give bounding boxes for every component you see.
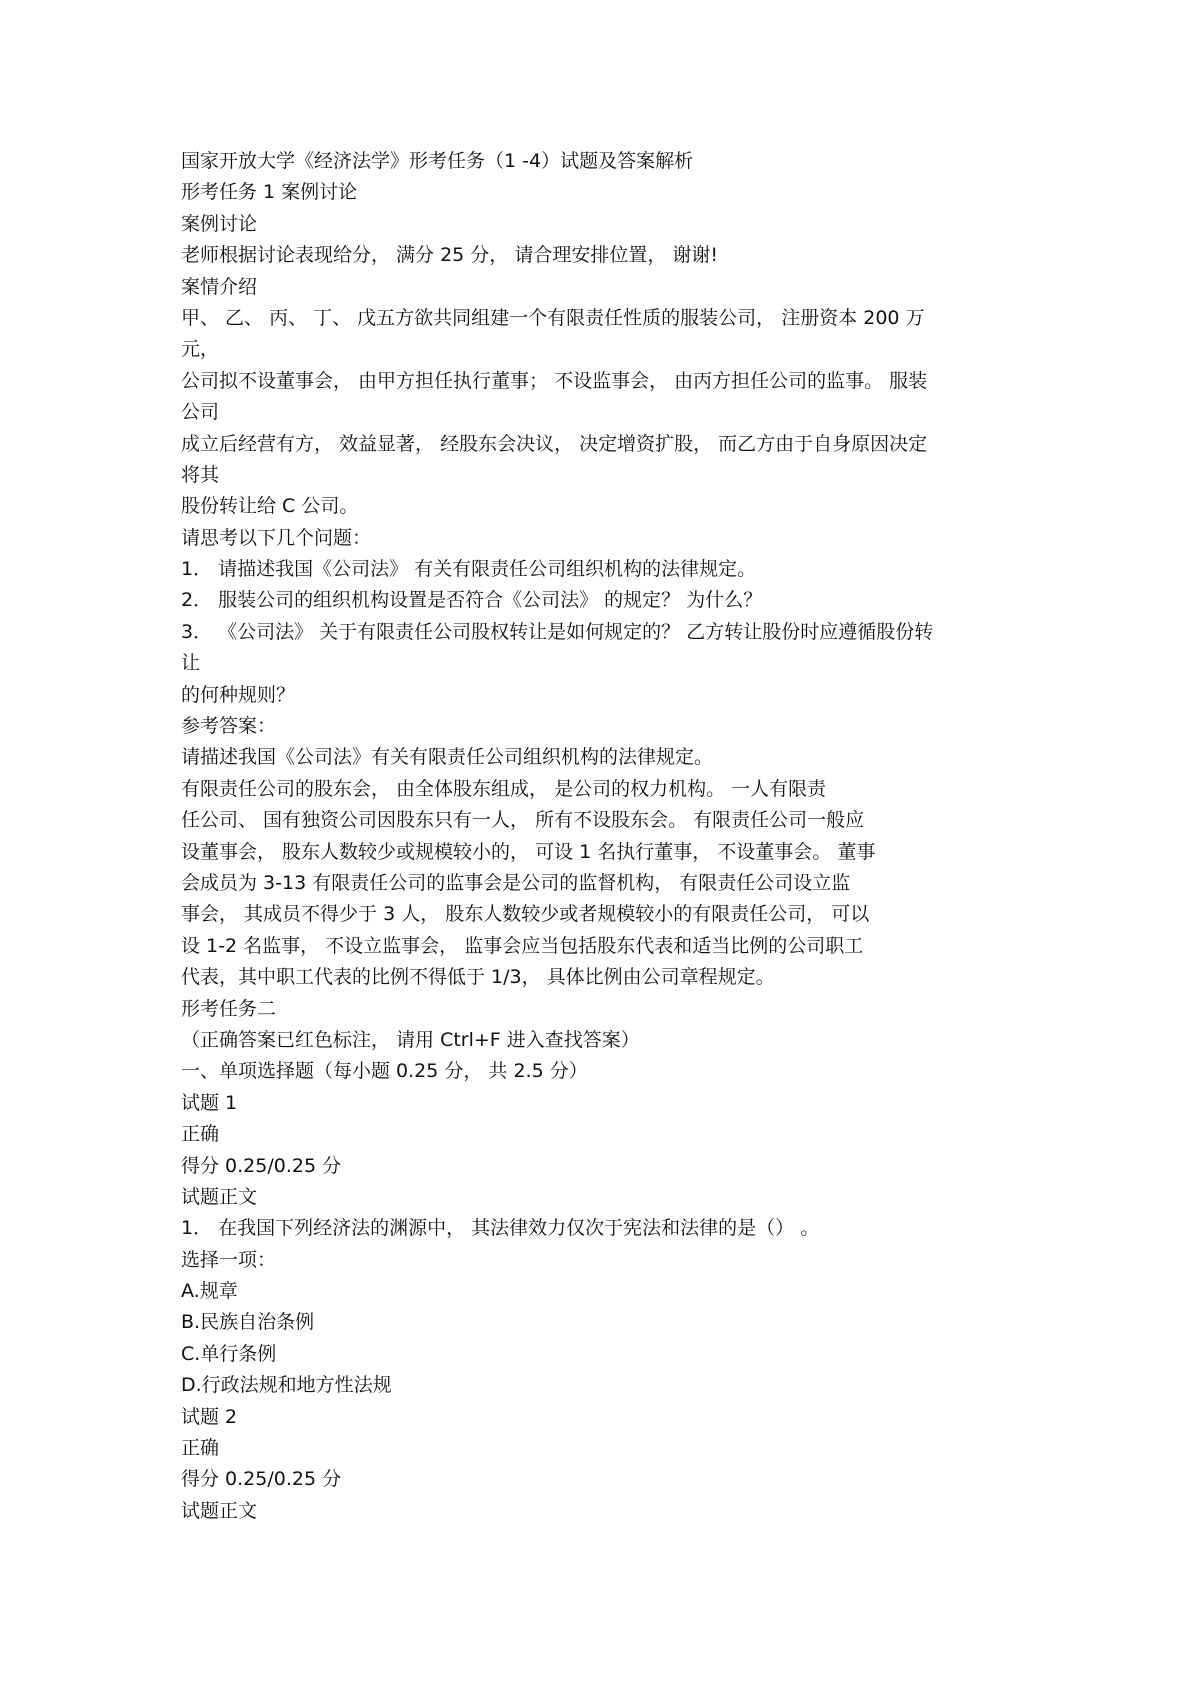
document-page: [181, 146, 1031, 1527]
text-line: 代表，其中职工代表的比例不得低于 1/3， 具体比例由公司章程规定。: [181, 966, 775, 989]
text-line: 将其: [181, 463, 220, 486]
section-heading: 形考任务 1 案例讨论: [181, 181, 358, 204]
text-line: 的何种规则？: [181, 683, 296, 706]
status-text: 正确: [181, 1123, 220, 1146]
text-line: 请思考以下几个问题：: [181, 526, 372, 549]
subheading: 一、单项选择题（每小题 0.25 分， 共 2.5 分）: [181, 1060, 588, 1083]
score-text: 得分 0.25/0.25 分: [181, 1468, 342, 1491]
text-line: 元，: [181, 338, 220, 361]
text-line: 甲、 乙、 丙、 丁、 戊五方欲共同组建一个有限责任性质的服装公司， 注册资本 200 万: [181, 306, 925, 329]
text-line: 有限责任公司的股东会， 由全体股东组成， 是公司的权力机构。 一人有限责: [181, 777, 827, 800]
text-line: 选择一项：: [181, 1248, 277, 1271]
document-title: 国家开放大学《经济法学》形考任务（1 -4）试题及答案解析: [181, 150, 694, 172]
text-line: 设 1-2 名监事， 不设立监事会， 监事会应当包括股东代表和适当比例的公司职工: [181, 934, 864, 957]
question-number: 试题 1: [181, 1091, 238, 1114]
text-line: 请描述我国《公司法》有关有限责任公司组织机构的法律规定。: [181, 746, 714, 769]
subheading: 参考答案：: [181, 715, 277, 738]
text-line: 会成员为 3-13 有限责任公司的监事会是公司的监督机构， 有限责任公司设立监: [181, 871, 851, 894]
score-text: 得分 0.25/0.25 分: [181, 1154, 342, 1177]
option-item: A.规章: [181, 1280, 238, 1303]
option-item: B.民族自治条例: [181, 1311, 315, 1334]
text-line: 成立后经营有方， 效益显著， 经股东会决议， 决定增资扩股， 而乙方由于自身原因决定: [181, 432, 928, 455]
question-item: 1． 请描述我国《公司法》 有关有限责任公司组织机构的法律规定。: [181, 558, 757, 581]
text-line: 股份转让给 C 公司。: [181, 495, 359, 518]
subheading: 案情介绍: [181, 275, 258, 298]
question-item: 3． 《公司法》 关于有限责任公司股权转让是如何规定的？ 乙方转让股份时应遵循股份转: [181, 620, 934, 643]
option-item: D.行政法规和地方性法规: [181, 1374, 392, 1397]
option-item: C.单行条例: [181, 1342, 277, 1365]
status-text: 正确: [181, 1437, 220, 1460]
question-item: 1． 在我国下列经济法的渊源中， 其法律效力仅次于宪法和法律的是（） 。: [181, 1217, 820, 1240]
text-line: 公司拟不设董事会， 由甲方担任执行董事； 不设监事会， 由丙方担任公司的监事。 服装: [181, 369, 928, 392]
text-line: 试题正文: [181, 1185, 258, 1208]
text-line: 老师根据讨论表现给分， 满分 25 分， 请合理安排位置， 谢谢!: [181, 244, 718, 267]
subheading: 案例讨论: [181, 212, 258, 235]
question-number: 试题 2: [181, 1405, 238, 1428]
text-line: 让: [181, 652, 201, 675]
text-line: 任公司、 国有独资公司因股东只有一人， 所有不设股东会。 有限责任公司一般应: [181, 809, 865, 832]
text-line: 公司: [181, 401, 220, 424]
question-item: 2． 服装公司的组织机构设置是否符合《公司法》 的规定？ 为什么？: [181, 589, 763, 612]
text-line: 事会， 其成员不得少于 3 人， 股东人数较少或者规模较小的有限责任公司， 可以: [181, 903, 870, 926]
section-heading: 形考任务二: [181, 997, 277, 1020]
text-line: （正确答案已红色标注， 请用 Ctrl+F 进入查找答案）: [181, 1028, 640, 1051]
text-line: 设董事会， 股东人数较少或规模较小的， 可设 1 名执行董事， 不设董事会。 董事: [181, 840, 876, 863]
text-line: 试题正文: [181, 1499, 258, 1522]
